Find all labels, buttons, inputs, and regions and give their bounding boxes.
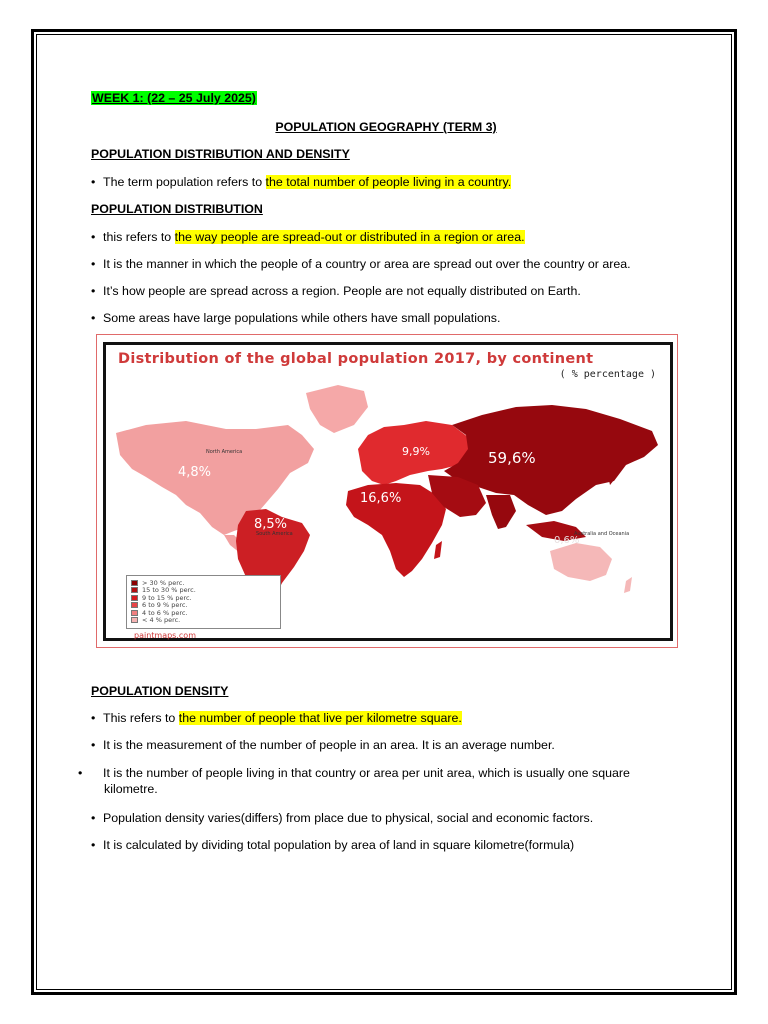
label-oceania: Australia and Oceania xyxy=(574,531,630,537)
map-legend xyxy=(126,575,281,629)
label-north-america: North America xyxy=(206,449,243,455)
list-item: • It is the measurement of the number of people in an area. It is an average number. xyxy=(91,738,555,752)
label-oceania-pct: 0,6% xyxy=(554,535,580,546)
label-north-america-pct: 4,8% xyxy=(178,465,212,480)
page-title: POPULATION GEOGRAPHY (TERM 3) xyxy=(275,120,497,134)
list-item: • It’s how people are spread across a region. People are not equally distributed on Earth. xyxy=(91,284,581,298)
legend-item: > 30 % perc. xyxy=(131,579,280,587)
section-heading-distribution: POPULATION DISTRIBUTION xyxy=(91,202,263,216)
legend-swatch xyxy=(131,617,138,623)
list-item: • It is the number of people living in that country or area per unit area, which is usually one square kilometre. xyxy=(78,766,630,796)
map-subtitle: ( % percentage ) xyxy=(559,369,656,380)
week-label: WEEK 1: (22 – 25 July 2025) xyxy=(92,91,256,105)
list-item: • this refers to the way people are spread-out or distributed in a region or area. xyxy=(91,230,525,244)
list-item: • Population density varies(differs) from place due to physical, social and economic factors. xyxy=(91,811,594,825)
label-europe-pct: 9,9% xyxy=(402,445,430,458)
legend-swatch xyxy=(131,587,138,593)
list-item: • It is the manner in which the people of a country or area are spread out over the country or area. xyxy=(91,257,631,271)
list-item: • Some areas have large populations while others have small populations. xyxy=(91,311,501,325)
label-africa-pct: 16,6% xyxy=(360,491,402,506)
list-item: • This refers to the number of people that live per kilometre square. xyxy=(91,711,462,725)
madagascar-shape xyxy=(434,541,442,559)
label-asia-pct: 59,6% xyxy=(488,449,536,467)
section-heading-distribution-density: POPULATION DISTRIBUTION AND DENSITY xyxy=(91,147,350,161)
list-item: • It is calculated by dividing total population by area of land in square kilometre(formula) xyxy=(91,838,575,852)
label-south-america-pct: 8,5% xyxy=(254,517,288,532)
legend-swatch xyxy=(131,580,138,586)
map-title: Distribution of the global population 2017, by continent xyxy=(118,351,594,367)
legend-item: 15 to 30 % perc. xyxy=(131,587,280,595)
legend-item: 6 to 9 % perc. xyxy=(131,602,280,610)
map-figure xyxy=(96,334,678,648)
new-zealand-shape xyxy=(624,577,632,593)
section-heading-density: POPULATION DENSITY xyxy=(91,684,229,698)
greenland-shape xyxy=(306,385,368,433)
australia-shape xyxy=(550,543,612,581)
india-shape xyxy=(486,495,516,529)
legend-item: 9 to 15 % perc. xyxy=(131,594,280,602)
label-south-america: South America xyxy=(256,531,293,537)
population-map xyxy=(103,342,673,641)
legend-item: 4 to 6 % perc. xyxy=(131,609,280,617)
legend-item: < 4 % perc. xyxy=(131,617,280,625)
map-credit: paintmaps.com xyxy=(134,631,196,640)
legend-swatch xyxy=(131,610,138,616)
list-item: • The term population refers to the total number of people living in a country. xyxy=(91,175,512,189)
legend-swatch xyxy=(131,595,138,601)
legend-swatch xyxy=(131,602,138,608)
